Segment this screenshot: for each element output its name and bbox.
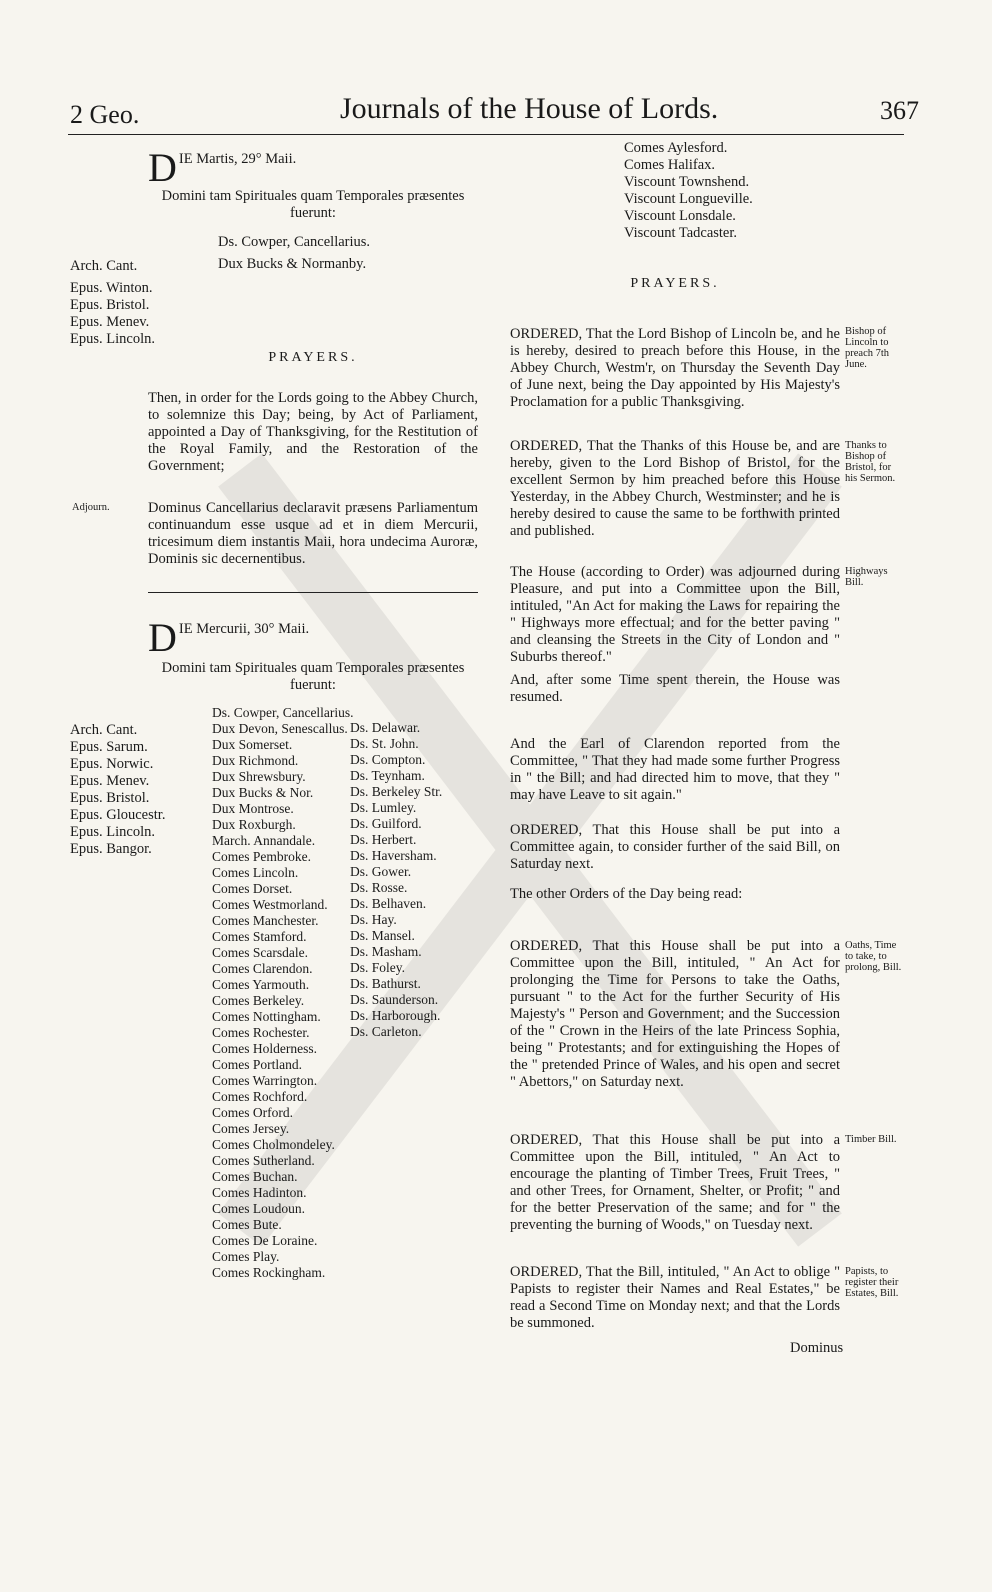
list-item: Ds. St. John.: [350, 736, 419, 751]
list-item: Comes Nottingham.: [212, 1009, 321, 1024]
list-item: Epus. Bristol.: [70, 297, 150, 313]
day2-date: IE Mercurii, 30° Maii.: [178, 621, 310, 637]
day1-date-line: [148, 145, 478, 190]
list-item: Epus. Gloucestr.: [70, 807, 166, 823]
list-item: Epus. Bangor.: [70, 841, 152, 857]
right-para-4: And the Earl of Clarendon reported from the Committee, " That they had made some further Progress in " the Bill; and had directed him to move, that they " may have Leave to sit again.": [510, 736, 840, 803]
list-item: Dux Montrose.: [212, 801, 294, 816]
list-item: Comes Aylesford.: [624, 140, 728, 156]
day2-col2: [212, 705, 354, 1281]
day1-para1: Then, in order for the Lords going to the Abbey Church, to solemnize this Day; being, by Act of Parliament, appointed a Day of Thanksgiving, for the Restitution of the Royal Family, and the Restoration of the Government;: [148, 390, 478, 474]
list-item: Ds. Mansel.: [350, 928, 415, 943]
right-para-0: ORDERED, That the Lord Bishop of Lincoln be, and he is hereby, desired to preach before this House, in the Abbey Church, Westm'r, on Thursday the Seventh Day of June next, being the Day appointed by His Majesty's Proclamation for a public Thanksgiving.: [510, 326, 840, 410]
margin-note-adjourn: Adjourn.: [72, 502, 110, 513]
list-item: Ds. Herbert.: [350, 832, 417, 847]
day1-date: IE Martis, 29° Maii.: [178, 151, 297, 167]
right-para-1: ORDERED, That the Thanks of this House be, and are hereby, given to the Lord Bishop of Bristol, for the excellent Sermon by him preached before this House Yesterday, in the Abbey Church, Westminster; and he is hereby desired to cause the same to be forthwith printed and published.: [510, 438, 840, 539]
list-item: Epus. Sarum.: [70, 739, 148, 755]
day1-arch: Arch. Cant.: [70, 258, 138, 274]
list-item: Dux Richmond.: [212, 753, 299, 768]
section-rule: [148, 592, 478, 593]
day1-prayers: PRAYERS.: [268, 350, 358, 365]
list-item: Viscount Longueville.: [624, 191, 753, 207]
list-item: Ds. Teynham.: [350, 768, 425, 783]
list-item: Ds. Bathurst.: [350, 976, 421, 991]
list-item: Comes Lincoln.: [212, 865, 299, 880]
list-item: Ds. Foley.: [350, 960, 406, 975]
list-item: Comes Play.: [212, 1249, 280, 1264]
right-para-3: And, after some Time spent therein, the House was resumed.: [510, 672, 840, 705]
list-item: Comes Jersey.: [212, 1121, 290, 1136]
day1-present: Domini tam Spirituales quam Temporales præsentes fuerunt:: [161, 188, 465, 221]
list-item: Arch. Cant.: [70, 722, 138, 738]
list-item: Epus. Norwic.: [70, 756, 154, 772]
margin-note: Thanks to Bishop of Bristol, for his Sermon.: [845, 440, 896, 484]
list-item: Ds. Masham.: [350, 944, 422, 959]
day2-present: Domini tam Spirituales quam Temporales præsentes fuerunt:: [161, 660, 465, 693]
margin-note: Papists, to register their Estates, Bill.: [845, 1266, 899, 1299]
day1-para2: Dominus Cancellarius declaravit præsens Parliamentum continuandum esse usque ad et in diem Mercurii, tricesimum diem instantis Maii, hora undecima Auroræ, Dominis sic decernentibus.: [148, 500, 478, 567]
margin-note: Oaths, Time to take, to prolong, Bill.: [845, 940, 902, 973]
list-item: Comes De Loraine.: [212, 1233, 318, 1248]
list-item: Comes Halifax.: [624, 157, 716, 173]
list-item: Ds. Compton.: [350, 752, 426, 767]
list-item: Comes Rockingham.: [212, 1265, 326, 1280]
list-item: Comes Scarsdale.: [212, 945, 308, 960]
list-item: Comes Loudoun.: [212, 1201, 305, 1216]
list-item: Dux Bucks & Nor.: [212, 785, 314, 800]
list-item: Ds. Rosse.: [350, 880, 408, 895]
list-item: Ds. Hay.: [350, 912, 397, 927]
list-item: Comes Dorset.: [212, 881, 293, 896]
list-item: Comes Warrington.: [212, 1073, 318, 1088]
day1-chancellor: Ds. Cowper, Cancellarius.: [218, 234, 371, 250]
list-item: Ds. Carleton.: [350, 1024, 422, 1039]
right-para-9: ORDERED, That the Bill, intituled, " An Act to oblige " Papists to register their Names and Real Estates," be read a Second Time on Monday next; and that the Lords be summoned.: [510, 1264, 840, 1331]
list-item: Epus. Winton.: [70, 280, 153, 296]
list-item: Epus. Bristol.: [70, 790, 150, 806]
list-item: Ds. Lumley.: [350, 800, 417, 815]
day2-col3: [350, 720, 442, 1040]
list-item: Comes Rochford.: [212, 1089, 308, 1104]
drop-cap: D: [148, 615, 177, 660]
day1-epus-list: [70, 280, 155, 348]
list-item: Comes Portland.: [212, 1057, 302, 1072]
list-item: Comes Stamford.: [212, 929, 307, 944]
day2-date-line: [148, 615, 478, 660]
day1-dux: Dux Bucks & Normanby.: [218, 256, 367, 272]
list-item: Viscount Tadcaster.: [624, 225, 738, 241]
right-para-7: ORDERED, That this House shall be put into a Committee upon the Bill, intituled, " An Act for prolonging the Time for Persons to take the Oaths, pursuant " to the Act for the further Security of His Majesty's " Person and Government; and the Succession of the " Crown in the Heirs of the late Princess Sophia, being " Protestants; and for extinguishing the Hopes of the " pretended Prince of Wales, and his open and secret " Abettors," on Saturday next.: [510, 938, 840, 1090]
list-item: Comes Holderness.: [212, 1041, 317, 1056]
list-item: Comes Yarmouth.: [212, 977, 310, 992]
list-item: Comes Rochester.: [212, 1025, 310, 1040]
header-rule: [68, 134, 904, 135]
right-para-5: ORDERED, That this House shall be put into a Committee again, to consider further of the said Bill, on Saturday next.: [510, 822, 840, 872]
right-prayers: PRAYERS.: [630, 276, 720, 291]
list-item: March. Annandale.: [212, 833, 316, 848]
right-para-2: The House (according to Order) was adjourned during Pleasure, and put into a Committee upon the Bill, intituled, "An Act for making the Laws for repairing the " Highways more effectual; and for the better paving " and cleansing the Streets in the City of London and " Suburbs thereof.": [510, 564, 840, 665]
list-item: Comes Berkeley.: [212, 993, 305, 1008]
list-item: Ds. Haversham.: [350, 848, 437, 863]
list-item: Ds. Delawar.: [350, 720, 421, 735]
list-item: Comes Buchan.: [212, 1169, 298, 1184]
drop-cap: D: [148, 145, 177, 190]
list-item: Epus. Menev.: [70, 314, 150, 330]
right-para-6: The other Orders of the Day being read:: [510, 886, 743, 902]
list-item: Epus. Lincoln.: [70, 331, 155, 347]
list-item: Ds. Cowper, Cancellarius.: [212, 705, 354, 720]
page-number: 367: [880, 96, 919, 125]
right-para-8: ORDERED, That this House shall be put into a Committee upon the Bill, intituled, " An Act to encourage the planting of Timber Trees, Fruit Trees, " and other Trees, for Ornament, Shelter, or Profit; " and for the better Preservation of the same; and for " the preventing the burning of Woods," on Tuesday next.: [510, 1132, 840, 1233]
catchword: Dominus: [790, 1340, 844, 1356]
list-item: Comes Manchester.: [212, 913, 319, 928]
list-item: Comes Hadinton.: [212, 1185, 307, 1200]
list-item: Comes Pembroke.: [212, 849, 311, 864]
list-item: Comes Westmorland.: [212, 897, 328, 912]
list-item: Viscount Townshend.: [624, 174, 750, 190]
running-head-title: Journals of the House of Lords.: [340, 92, 719, 125]
list-item: Dux Somerset.: [212, 737, 293, 752]
list-item: Dux Roxburgh.: [212, 817, 296, 832]
list-item: Comes Sutherland.: [212, 1153, 315, 1168]
list-item: Epus. Lincoln.: [70, 824, 155, 840]
list-item: Comes Cholmondeley.: [212, 1137, 335, 1152]
list-item: Ds. Saunderson.: [350, 992, 439, 1007]
running-head-left: 2 Geo.: [70, 100, 140, 129]
day2-col1: [70, 722, 165, 858]
list-item: Epus. Menev.: [70, 773, 150, 789]
list-item: Ds. Guilford.: [350, 816, 422, 831]
list-item: Comes Orford.: [212, 1105, 293, 1120]
list-item: Ds. Gower.: [350, 864, 412, 879]
list-item: Comes Bute.: [212, 1217, 282, 1232]
list-item: Ds. Berkeley Str.: [350, 784, 443, 799]
list-item: Viscount Lonsdale.: [624, 208, 736, 224]
margin-note: Highways Bill.: [845, 566, 888, 588]
list-item: Ds. Harborough.: [350, 1008, 441, 1023]
margin-note: Timber Bill.: [845, 1134, 897, 1145]
list-item: Comes Clarendon.: [212, 961, 313, 976]
margin-note: Bishop of Lincoln to preach 7th June.: [845, 326, 890, 370]
list-item: Dux Devon, Senescallus.: [212, 721, 348, 736]
list-item: Dux Shrewsbury.: [212, 769, 306, 784]
list-item: Ds. Belhaven.: [350, 896, 427, 911]
right-top-list: [624, 140, 753, 242]
